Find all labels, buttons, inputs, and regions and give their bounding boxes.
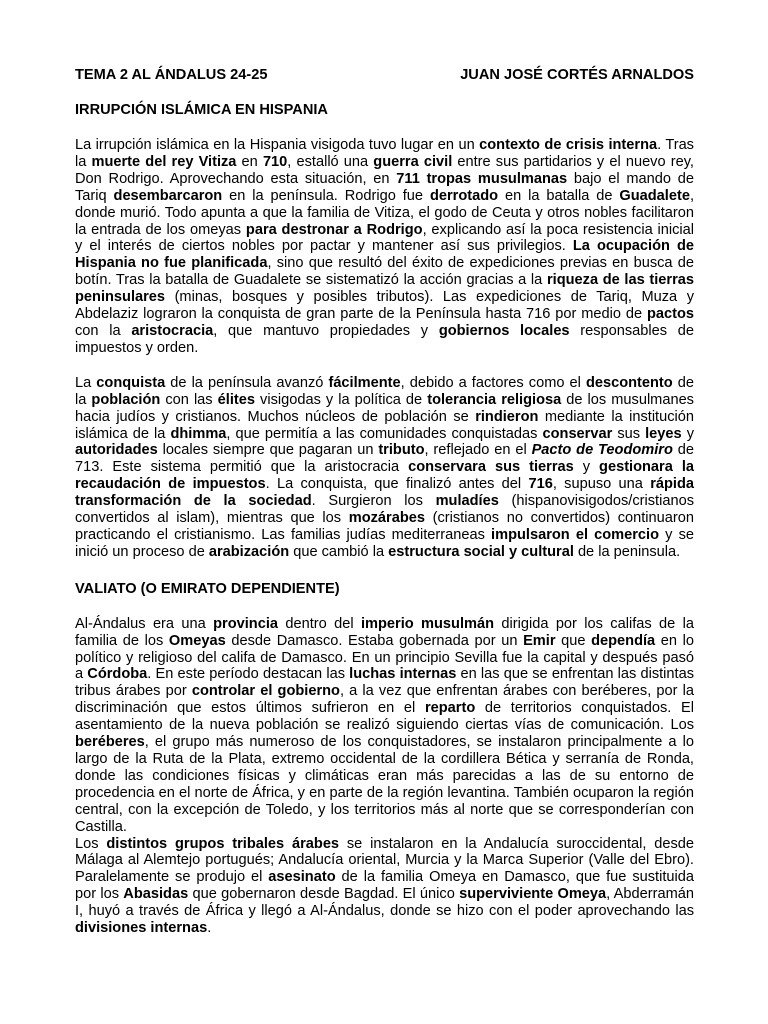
text-run: , sino que resultó del éxito de expediciones previas en busca de botín. Tras la batalla de Guadalete se sistematizó la acción gracias a la [75,255,694,289]
document-topic: TEMA 2 AL ÁNDALUS 24-25 [75,67,268,83]
text-run: Los [75,835,107,852]
text-run: . Tras la [75,137,694,170]
section-heading-irrupcion: IRRUPCIÓN ISLÁMICA EN HISPANIA [75,102,328,118]
emphasized-text: conquista [96,374,166,391]
text-run: visigodas y la política de [254,391,428,408]
text-run: de la peninsula. [573,543,681,560]
emphasized-text: Abasidas [123,886,189,903]
emphasized-text: contexto de crisis interna [479,137,658,153]
text-run: . [207,920,212,937]
text-run: de 713. Este sistema permitió que la aristocracia [75,442,694,476]
text-run: en lo político y religioso del califa de Damasco. En un principio Sevilla fue la capital y después pasó a [75,632,694,683]
emphasized-text: 710 [262,153,288,170]
emphasized-text: guerra civil [373,153,453,170]
emphasized-text: leyes [645,425,682,442]
text-run: , el grupo más numeroso de los conquistadores, se instalaron principalmente a lo largo de la Ruta de la Plata, extremo occidental de la cordillera Bética y serranía de Ronda, donde las condiciones físicas y climáticas eran más parecidas a las de su entorno de procedencia en el norte de África, y en parte de la región levantina. También ocuparon la región central, con la excepción de Toledo, y los territorios más al norte que se corresponderían con Castilla. [75,734,694,835]
text-run: , donde murió. Todo apunta a que la familia de Vitiza, el godo de Ceuta y otros nobles facilitaron la entrada de los omeyas [75,187,694,238]
text-run: de la [75,374,694,408]
emphasized-text: rápida transformación de la sociedad [75,476,694,510]
text-run: , a la vez que enfrentan árabes con beréberes, por la discriminación que estos últimos sufrieron en el [75,683,694,717]
emphasized-text: mozárabes [348,510,425,527]
text-run: responsables de impuestos y orden. [75,322,694,356]
text-run: de territorios conquistados. El asentamiento de la nueva población se realizó siguiendo ciertas vías de comunicación. Los [75,700,694,734]
emphasized-text: conservar [542,425,613,442]
emphasized-text: fácilmente [328,374,401,391]
text-run: La [75,374,97,391]
emphasized-text: conservara sus tierras [408,459,574,476]
text-run: . En este período destacan las [147,666,350,683]
emphasized-text: muerte del rey Vitiza [91,153,237,170]
text-run: bajo el mando de Tariq [75,170,694,204]
text-run: entre sus partidarios y el nuevo rey, Don Rodrigo. Aprovechando esta situación, en [75,153,694,187]
emphasized-text: luchas internas [349,666,457,683]
text-run: con la [75,322,132,339]
emphasized-text: distintos grupos tribales árabes [106,835,340,852]
text-run: con las [160,391,218,408]
text-run: , estalló una [287,153,374,170]
text-run: de la península avanzó [165,374,329,391]
emphasized-text: provincia [213,615,279,632]
emphasized-text: estructura social y cultural [388,543,574,560]
text-run: se instalaron en la Andalucía suroccidental, desde Málaga al Alemtejo portugués; Andalucía oriental, Murcia y la Marca Superior (Valle del Ebro). Paralelamente se produjo el [75,835,694,886]
paragraph-irrupcion [75,137,694,357]
text-run: en la batalla de [498,187,620,204]
emphasized-text: imperio musulmán [360,615,495,632]
emphasized-text: Omeyas [168,632,226,649]
document-author: JUAN JOSÉ CORTÉS ARNALDOS [460,67,694,83]
emphasized-text: dependía [591,632,656,649]
paragraph-conquista [75,375,694,561]
emphasized-text: rindieron [475,408,539,425]
emphasized-text: gestionara la recaudación de impuestos [75,459,695,493]
text-run: y [681,425,694,442]
text-run: Al-Ándalus era una [75,615,214,632]
text-run: . Surgieron los [311,493,436,510]
text-run: que [555,632,592,649]
emphasized-text: divisiones internas [75,920,208,937]
text-run: sus [612,425,646,442]
text-run: , reflejado en el [424,442,532,459]
emphasized-text: asesinato [268,869,336,886]
text-run: en las que se enfrentan las distintas tribus árabes por [75,666,695,700]
emphasized-text: desembarcaron [113,187,223,204]
text-run: de los musulmanes hacia judíos y cristianos. Muchos núcleos de población se [75,391,694,425]
text-run: y [573,459,600,476]
emphasized-text: impulsaron el comercio [491,526,660,543]
emphasized-text: derrotado [429,187,499,204]
text-run: locales siempre que pagaran un [157,442,379,459]
paragraph-valiato [75,616,694,937]
emphasized-text: controlar el gobierno [191,683,340,700]
emphasized-text: tributo [378,442,425,459]
text-run: que gobernaron desde Bagdad. El único [188,886,460,903]
text-run: , que mantuvo propiedades y [213,322,439,339]
text-run: y se inició un proceso de [75,526,695,560]
text-run: mediante la institución islámica de la [75,408,695,442]
emphasized-text: aristocracia [131,322,214,339]
text-run: de la familia Omeya en Damasco, que fue sustituida por los [75,869,694,903]
text-run: dirigida por los califas de la familia de los [75,615,694,649]
emphasized-text: reparto [424,700,476,717]
emphasized-text: superviviente Omeya [459,886,607,903]
emphasized-text: Córdoba [87,666,148,683]
section-heading-valiato: VALIATO (O EMIRATO DEPENDIENTE) [75,580,340,597]
text-run: , que permitía a las comunidades conquistadas [226,425,543,442]
emphasized-text: Guadalete [619,187,690,204]
text-run: dentro del [278,615,361,632]
emphasized-text: 711 tropas musulmanas [396,170,568,187]
text-run: en [236,153,263,170]
emphasized-text: muladíes [435,493,499,510]
emphasized-text: 716 [528,476,553,493]
text-run: (cristianos no convertidos) continuaron practicando el cristianismo. Las familias judías mediterraneas [75,510,694,543]
emphasized-text: población [91,391,161,408]
text-run: , Abderramán I, huyó a través de África y llegó a Al-Ándalus, donde se hizo con el poder aprovechando las [75,886,694,920]
emphasized-text: élites [217,391,255,408]
text-run: en la península. Rodrigo fue [222,187,430,204]
emphasized-text: beréberes [75,734,145,751]
emphasized-text: pactos [646,306,694,323]
text-run: , debido a factores como el [400,374,586,391]
text-run: , explicando así la poca resistencia inicial y el interés de ciertos nobles por pactar y mantener así sus privilegios. [75,221,695,255]
emphasized-text: arabización [208,543,290,560]
emphasized-text: dhimma [170,425,227,442]
emphasized-text: descontento [585,374,673,391]
text-run: , supuso una [552,476,651,493]
emphasized-text: Pacto de Teodomiro [531,442,673,459]
text-run: (hispanovisigodos/cristianos convertidos al islam), mientras que los [75,493,694,527]
text-run: (minas, bosques y posibles tributos). Las expediciones de Tariq, Muza y Abdelaziz lograron la conquista de gran parte de la Península hasta 716 por medio de [75,289,694,323]
document-header [75,67,694,83]
emphasized-text: gobiernos locales [438,322,570,339]
text-run: . La conquista, que finalizó antes del [265,476,529,493]
emphasized-text: tolerancia religiosa [427,391,562,408]
text-run: desde Damasco. Estaba gobernada por un [225,632,524,649]
text-run: que cambió la [289,543,389,560]
emphasized-text: para destronar a Rodrigo [245,221,423,238]
emphasized-text: Emir [523,632,556,649]
emphasized-text: riqueza de las tierras peninsulares [75,272,694,306]
text-run: La irrupción islámica en la Hispania visigoda tuvo lugar en un [75,137,480,153]
emphasized-text: La ocupación de Hispania no fue planificada [75,238,694,272]
emphasized-text: autoridades [75,442,158,459]
